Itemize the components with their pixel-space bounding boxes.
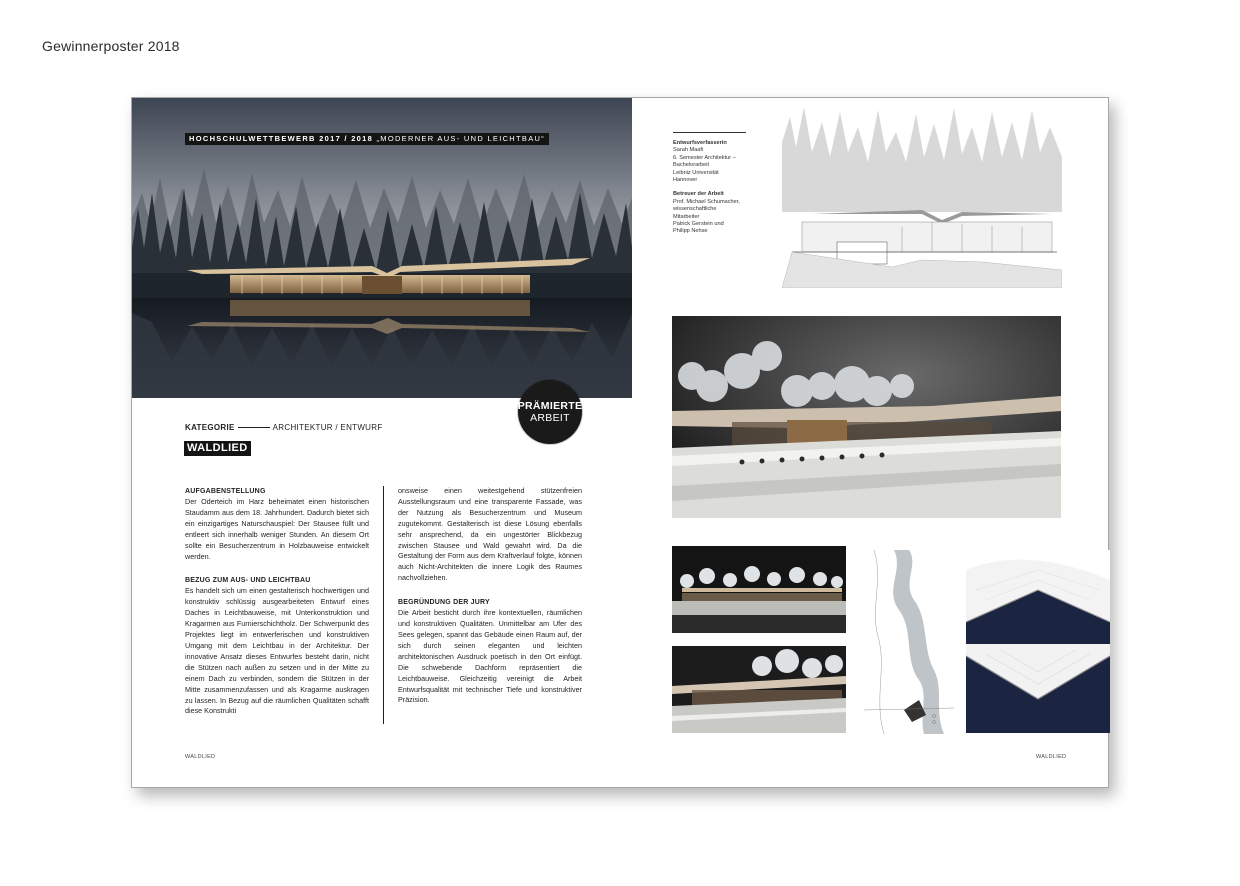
author-line: Sarah Maafi [673, 147, 704, 154]
bezug-heading: BEZUG ZUM AUS- UND LEICHTBAU [185, 577, 311, 585]
category-divider [238, 427, 270, 428]
aufgabe-heading: AUFGABENSTELLUNG [185, 488, 266, 495]
supervisor-line: Prof. Michael Schumacher, [673, 198, 740, 205]
credits-block [673, 132, 749, 236]
category-label: KATEGORIE [185, 423, 235, 432]
text-column-1 [185, 486, 369, 726]
category-value: ARCHITEKTUR / ENTWURF [272, 423, 383, 432]
banner-bold: HOCHSCHULWETTBEWERB 2017 / 2018 [189, 134, 374, 143]
section-drawing [782, 102, 1062, 288]
badge-line1: PRÄMIERTE [517, 400, 583, 412]
jury-text: Die Arbeit besticht durch ihre kontextuellen, räumlichen und konstruktiven Qualitäten. Unmittelbar am Ufer des Sees gelegen, spannt das Gebäude einen Raum auf, der sich durch seinen eleganten und leichten architektonischen Ausdruck poetisch in den Ort einfügt. Die schwebende Dachform repräsentiert die Leichtbauweise. Gleichzeitig vereinigt die Arbeit Entwurfsqualität mit technischer Tiefe und konstruktiver Präzision. [398, 608, 582, 705]
supervisor-line: Philipp Nehse [673, 228, 708, 235]
supervisor-heading: Betreuer der Arbeit [673, 191, 724, 198]
bezug-text-part2: onsweise einen weitestgehend stützenfreien Ausstellungsraum und eine transparente Fassade, was der Nutzung als Besucherzentrum und Museum zugutekommt. Gestalterisch ist diese Lösung ebenfalls sehr ansprechend, da ein ungestörter Blickbezug zwischen Stausee und Wald gewahrt wird. Da die Gestaltung der Form aus dem Kraftverlauf folgte, können auch Nicht-Architekten die innere Logik des Raumes nachvollziehen. [398, 486, 582, 583]
category-line [185, 423, 383, 432]
footer-right: WALDLIED [1036, 754, 1067, 760]
model-photo-small-2 [672, 646, 846, 733]
plan-render-top [966, 550, 1110, 644]
poster-spread [131, 97, 1109, 788]
bezug-text-part1: Es handelt sich um einen gestalterisch hochwertigen und konstruktiv schlüssig ausgearbeiteten Entwurf eines Daches in Leichtbauweise, mit Unterkonstruktion und Kragarmen aus Furnierschichtholz. Der Schwerpunkt des Projektes liegt im entwerferischen und konstruktiven Umgang mit dem Leichtbau in der Architektur. Der innovative Ansatz dieses Entwurfes besteht darin, nicht die Stützen nach außen zu setzen und in der Mitte zu einem Dach zu verbinden, sondern die Stützen in der Mitte zusammenzufassen und als Kragarme auskragen zu lassen. In Bezug auf die räumlichen Qualitäten schafft diese Konstrukti [185, 586, 369, 716]
model-photo-large [672, 316, 1061, 518]
badge-line2: ARBEIT [530, 412, 570, 424]
site-plan-drawing [864, 550, 954, 734]
aufgabe-text: Der Oderteich im Harz beheimatet einen historischen Staudamm aus dem 18. Jahrhundert. Dadurch bietet sich ein einzigartiges Naturschauspiel: Der Stausee füllt und entleert sich innerhalb weniger Stunden. An diesem Ort sollte ein Besucherzentrum in Holzbauweise entwickelt werden. [185, 497, 369, 561]
supervisor-line: wissenschaftliche [673, 206, 717, 213]
plan-render-bottom [966, 644, 1110, 733]
supervisor-line: Mitarbeiter [673, 213, 700, 220]
supervisor-line: Patrick Gerstein und [673, 221, 724, 228]
author-heading: Entwurfsverfasserin [673, 140, 727, 146]
text-column-2 [398, 486, 582, 715]
page-label: Gewinnerposter 2018 [42, 38, 180, 54]
banner-light: „MODERNER AUS- UND LEICHTBAU“ [376, 134, 546, 143]
author-line: Leibniz Universität [673, 169, 719, 176]
competition-banner [185, 133, 549, 145]
footer-left: WALDLIED [185, 754, 216, 760]
author-line: Hannover [673, 177, 698, 184]
project-title: WALDLIED [184, 441, 251, 456]
hero-rendering [132, 98, 632, 398]
jury-heading: BEGRÜNDUNG DER JURY [398, 599, 490, 607]
award-badge [518, 380, 582, 444]
author-line: 6. Semester Architektur – [673, 154, 736, 161]
credits-rule [673, 132, 746, 133]
author-line: Bachelorarbeit [673, 162, 710, 169]
column-divider [383, 486, 384, 724]
model-photo-small-1 [672, 546, 846, 633]
